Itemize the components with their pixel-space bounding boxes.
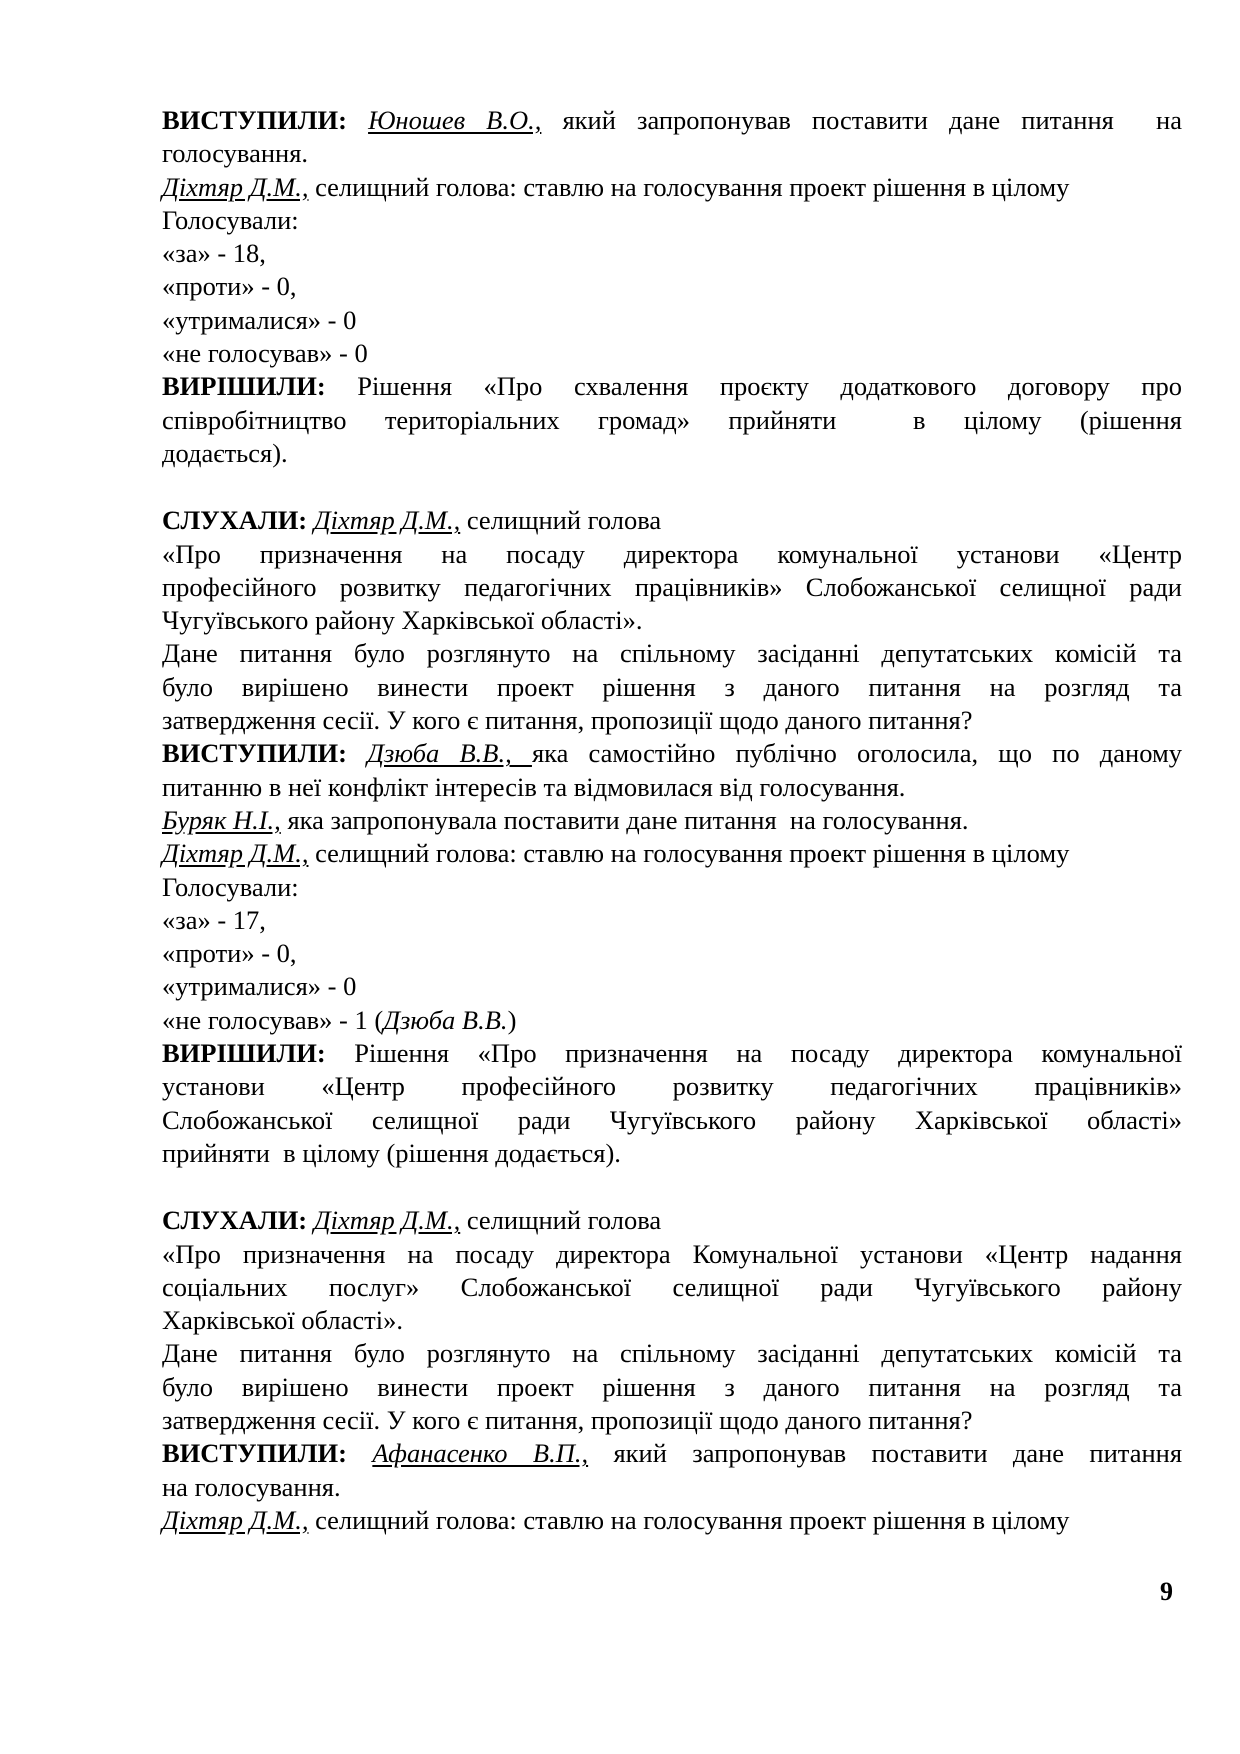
vote-for: «за» - 18, [162, 238, 266, 269]
decision-text: Рішення «Про схвалення проєкту додаткового договору про [325, 371, 1182, 402]
chair-line [162, 171, 1182, 204]
vote-not-voted-text: «не голосував» - 1 ( [162, 1004, 384, 1035]
info-line: Дане питання було розглянуто на спільному засіданні депутатських комісій та [162, 638, 1182, 669]
decision-line [162, 370, 1182, 403]
vote-not-voted [162, 1004, 1182, 1037]
speaker-name: Афанасенко В.П., [372, 1438, 589, 1469]
spoke-line-continued: на голосування. [162, 1471, 341, 1502]
vote-abstained: «утрималися» - 0 [162, 971, 357, 1002]
speaker-name: Діхтяр Д.М., [313, 1205, 461, 1236]
spoke-label: ВИСТУПИЛИ: [162, 105, 347, 135]
chair-text: селищний голова: ставлю на голосування проект рішення в цілому [308, 1504, 1070, 1535]
spoke-line [162, 104, 1182, 137]
decision-line: співробітництво територіальних громад» прийняти в цілому (рішення [162, 404, 1182, 435]
chair-name: Діхтяр Д.М., [162, 838, 309, 869]
topic-line: професійного розвитку педагогічних працівників» Слобожанської селищної ради [162, 571, 1182, 602]
spoke-line [162, 737, 1182, 770]
vote-not-voted-name: Дзюба В.В. [383, 1004, 508, 1035]
info-line: затвердження сесії. У кого є питання, пропозиції щодо даного питання? [162, 1404, 973, 1435]
decision-line: прийняти в цілому (рішення додається). [162, 1137, 621, 1168]
chair-line [162, 1504, 1182, 1537]
spoke-text: який запропонував поставити дане питання [588, 1438, 1183, 1469]
vote-title: Голосували: [162, 871, 299, 902]
decision-line: додається). [162, 437, 288, 468]
chair-name: Діхтяр Д.М., [162, 1504, 309, 1535]
decision-line: Слобожанської селищної ради Чугуївського району Харківської області» [162, 1104, 1182, 1135]
heard-text: селищний голова [460, 505, 662, 536]
heard-label: СЛУХАЛИ: [162, 505, 308, 536]
info-line: Дане питання було розглянуто на спільному засіданні депутатських комісій та [162, 1338, 1182, 1369]
info-line: затвердження сесії. У кого є питання, пропозиції щодо даного питання? [162, 705, 973, 736]
spoke-line [162, 1437, 1182, 1470]
heard-line [162, 504, 1182, 537]
page-number: 9 [1160, 1577, 1173, 1606]
vote-against: «проти» - 0, [162, 271, 297, 302]
decision-line: установи «Центр професійного розвитку педагогічних працівників» [162, 1071, 1182, 1102]
topic-line: «Про призначення на посаду директора Комунальної установи «Центр надання [162, 1238, 1182, 1269]
vote-title: Голосували: [162, 204, 299, 235]
spoke-line-continued: голосування. [162, 138, 309, 169]
speaker-name: Дзюба В.В., [367, 738, 532, 769]
document-page [162, 104, 1182, 1537]
spoke-text: яка запропонувала поставити дане питання на голосування. [280, 804, 969, 835]
vote-not-voted: «не голосував» - 0 [162, 338, 368, 369]
decision-text: Рішення «Про призначення на посаду директора комунальної [325, 1038, 1182, 1069]
info-line: було вирішено винести проект рішення з даного питання на розгляд та [162, 1371, 1182, 1402]
spoke-label: ВИСТУПИЛИ: [162, 1438, 347, 1469]
vote-abstained: «утрималися» - 0 [162, 304, 357, 335]
speaker-name: Буряк Н.І., [162, 804, 281, 835]
chair-text: селищний голова: ставлю на голосування проект рішення в цілому [308, 838, 1070, 869]
section-gap [162, 1170, 1182, 1204]
topic-line: Чугуївського району Харківської області». [162, 605, 643, 636]
vote-not-voted-end: ) [507, 1004, 517, 1035]
chair-name: Діхтяр Д.М., [162, 171, 309, 202]
chair-line [162, 837, 1182, 870]
chair-text: селищний голова: ставлю на голосування проект рішення в цілому [308, 171, 1070, 202]
spoke-line [162, 804, 1182, 837]
spoke-line-continued: питанню в неї конфлікт інтересів та відмовилася від голосування. [162, 771, 906, 802]
decision-label: ВИРІШИЛИ: [162, 1038, 326, 1069]
speaker-name: Юношев В.О., [368, 105, 542, 135]
decision-line [162, 1037, 1182, 1070]
speaker-name: Діхтяр Д.М., [313, 505, 461, 536]
decision-label: ВИРІШИЛИ: [162, 371, 326, 402]
topic-line: соціальних послуг» Слобожанської селищної ради Чугуївського району [162, 1271, 1182, 1302]
info-line: було вирішено винести проект рішення з даного питання на розгляд та [162, 671, 1182, 702]
topic-line: «Про призначення на посаду директора комунальної установи «Центр [162, 538, 1182, 569]
section-gap [162, 470, 1182, 504]
vote-against: «проти» - 0, [162, 938, 297, 969]
heard-label: СЛУХАЛИ: [162, 1205, 308, 1236]
heard-line [162, 1204, 1182, 1237]
vote-for: «за» - 17, [162, 904, 266, 935]
heard-text: селищний голова [460, 1205, 662, 1236]
spoke-label: ВИСТУПИЛИ: [162, 738, 347, 769]
topic-line: Харківської області». [162, 1305, 403, 1336]
spoke-text: яка самостійно публічно оголосила, що по даному [531, 738, 1182, 769]
spoke-text: який запропонував поставити дане питання на [541, 105, 1182, 135]
